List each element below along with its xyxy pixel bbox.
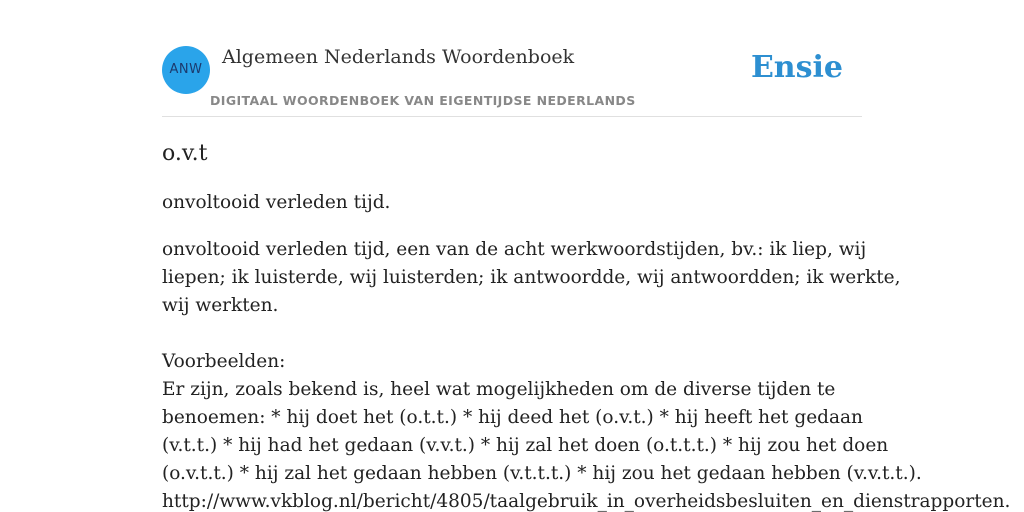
definition-body	[162, 236, 1011, 512]
definition-line: wij werkten.	[162, 295, 279, 316]
example-source-link[interactable]: http://www.vkblog.nl/bericht/4805/taalgebruik_in_overheidsbesluiten_en_dienstrapporten.	[162, 491, 1011, 512]
paragraph-spacer	[162, 320, 862, 348]
example-line: (v.t.t.) * hij had het gedaan (v.v.t.) * hij zal het doen (o.t.t.t.) * hij zou het doen	[162, 435, 889, 456]
definition-line: liepen; ik luisterde, wij luisterden; ik antwoordde, wij antwoordden; ik werkte,	[162, 267, 901, 288]
entry-title: o.v.t	[162, 141, 208, 166]
example-line: Er zijn, zoals bekend is, heel wat mogelijkheden om de diverse tijden te	[162, 379, 836, 400]
example-line: benoemen: * hij doet het (o.t.t.) * hij deed het (o.v.t.) * hij heeft het gedaan	[162, 407, 863, 428]
entry-content	[162, 138, 1011, 512]
site-header	[162, 46, 862, 117]
example-line: (o.v.t.t.) * hij zal het gedaan hebben (v.t.t.t.) * hij zou het gedaan hebben (v.v.t.t.).	[162, 463, 922, 484]
definition-line: onvoltooid verleden tijd, een van de acht werkwoordstijden, bv.: ik liep, wij	[162, 239, 867, 260]
examples-heading: Voorbeelden:	[162, 351, 286, 372]
site-subtitle: DIGITAAL WOORDENBOEK VAN EIGENTIJDSE NEDERLANDS	[210, 93, 636, 108]
site-title[interactable]: Algemeen Nederlands Woordenboek	[222, 46, 575, 68]
ensie-logo[interactable]: Ensie	[750, 50, 843, 85]
short-definition: onvoltooid verleden tijd.	[162, 192, 391, 213]
anw-logo[interactable]: ANW	[162, 46, 210, 94]
